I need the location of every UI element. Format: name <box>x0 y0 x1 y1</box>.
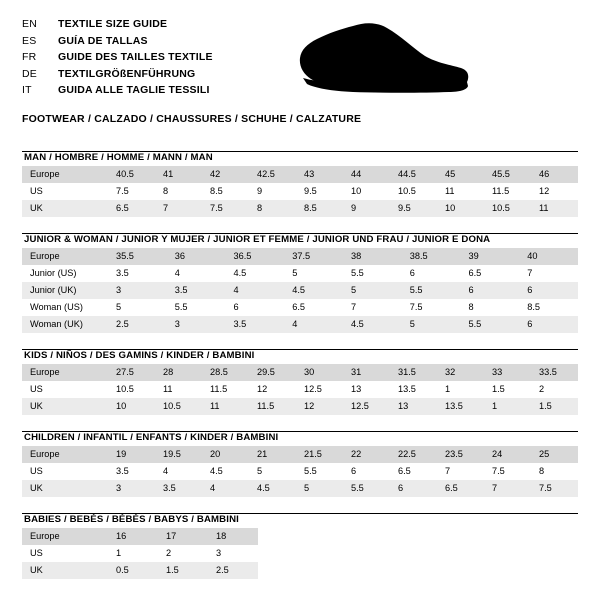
cell: 4 <box>163 466 169 476</box>
cell: 16 <box>108 528 158 545</box>
shoe-illustration <box>213 16 578 94</box>
language-code: ES <box>22 34 37 47</box>
cell: 40 <box>519 248 578 265</box>
cell: 7 <box>351 302 357 312</box>
cell: 13.5 <box>398 384 416 394</box>
cell: 3 <box>216 548 222 558</box>
language-code: FR <box>22 51 37 63</box>
cell: 11 <box>531 200 578 217</box>
cell: 1.5 <box>531 398 578 415</box>
cell: 46 <box>531 166 578 183</box>
cell: 10.5 <box>484 200 531 217</box>
row-label: Woman (US) <box>30 302 83 312</box>
document-header <box>22 16 578 99</box>
cell: 13 <box>351 384 362 394</box>
cell: 45 <box>437 166 484 183</box>
cell: 13.5 <box>437 398 484 415</box>
cell: 41 <box>155 166 202 183</box>
cell: 5 <box>257 466 263 476</box>
language-title: TEXTILE SIZE GUIDE <box>58 18 168 30</box>
cell: 0.5 <box>108 562 158 579</box>
cell: 4.5 <box>249 480 296 497</box>
language-row <box>22 33 213 50</box>
cell: 8 <box>163 186 169 196</box>
cell: 32 <box>437 364 484 381</box>
table-row <box>22 364 578 381</box>
cell: 3.5 <box>116 466 129 476</box>
cell: 17 <box>158 528 208 545</box>
cell: 7.5 <box>116 186 129 196</box>
table-title: JUNIOR & WOMAN / JUNIOR Y MUJER / JUNIOR ET FEMME / JUNIOR UND FRAU / JUNIOR E DONA <box>24 233 491 245</box>
row-label: Europe <box>22 528 108 545</box>
cell: 37.5 <box>284 248 343 265</box>
size-table-kids <box>22 349 578 415</box>
cell: 19 <box>108 446 155 463</box>
table-row <box>22 545 258 562</box>
size-table-man <box>22 151 578 217</box>
cell: 8.5 <box>527 302 541 312</box>
cell: 8.5 <box>296 200 343 217</box>
table-title: CHILDREN / INFANTIL / ENFANTS / KINDER / BAMBINI <box>24 431 279 443</box>
cell: 7.5 <box>409 302 423 312</box>
language-title: TEXTILGRÖßENFÜHRUNG <box>58 67 196 80</box>
size-table-babies <box>22 513 578 579</box>
cell: 6.5 <box>108 200 155 217</box>
table <box>22 248 578 333</box>
cell: 10.5 <box>398 186 416 196</box>
cell: 22 <box>343 446 390 463</box>
row-label: Europe <box>22 364 108 381</box>
cell: 6 <box>519 282 578 299</box>
cell: 2.5 <box>108 316 167 333</box>
cell: 7 <box>155 200 202 217</box>
cell: 3.5 <box>116 268 129 278</box>
cell: 7 <box>527 268 533 278</box>
cell: 4.5 <box>210 466 223 476</box>
cell: 2 <box>539 384 545 394</box>
cell: 5 <box>116 302 122 312</box>
cell: 6 <box>519 316 578 333</box>
cell: 4 <box>284 316 343 333</box>
cell: 11.5 <box>492 186 510 196</box>
table-row <box>22 166 578 183</box>
cell: 42 <box>202 166 249 183</box>
row-label: US <box>30 186 43 196</box>
language-code: IT <box>22 84 32 96</box>
table-row <box>22 299 578 316</box>
cell: 3.5 <box>155 480 202 497</box>
cell: 1.5 <box>492 384 505 394</box>
cell: 3 <box>167 316 226 333</box>
cell: 45.5 <box>484 166 531 183</box>
cell: 5.5 <box>304 466 317 476</box>
row-label: UK <box>22 398 108 415</box>
row-label: US <box>30 548 43 558</box>
cell: 5.5 <box>402 282 461 299</box>
row-label: Europe <box>22 446 108 463</box>
cell: 3.5 <box>226 316 285 333</box>
cell: 7 <box>445 466 451 476</box>
table <box>22 166 578 217</box>
cell: 8 <box>249 200 296 217</box>
cell: 33.5 <box>531 364 578 381</box>
cell: 7 <box>484 480 531 497</box>
cell: 29.5 <box>249 364 296 381</box>
row-label: Europe <box>22 166 108 183</box>
cell: 9.5 <box>304 186 317 196</box>
table <box>22 364 578 415</box>
cell: 4 <box>226 282 285 299</box>
table-row <box>22 248 578 265</box>
table-row <box>22 282 578 299</box>
cell: 6 <box>233 302 239 312</box>
cell: 2 <box>166 548 172 558</box>
cell: 25 <box>531 446 578 463</box>
cell: 5 <box>402 316 461 333</box>
language-title: GUÍA DE TALLAS <box>58 34 148 47</box>
cell: 22.5 <box>390 446 437 463</box>
cell: 8 <box>468 302 474 312</box>
cell: 10 <box>437 200 484 217</box>
cell: 6 <box>390 480 437 497</box>
table-row <box>22 463 578 480</box>
cell: 5 <box>296 480 343 497</box>
cell: 6 <box>461 282 520 299</box>
cell: 4 <box>202 480 249 497</box>
table-row <box>22 446 578 463</box>
cell: 5.5 <box>461 316 520 333</box>
cell: 27.5 <box>108 364 155 381</box>
cell: 9 <box>257 186 263 196</box>
cell: 23.5 <box>437 446 484 463</box>
cell: 11.5 <box>249 398 296 415</box>
table-row <box>22 562 258 579</box>
cell: 9.5 <box>390 200 437 217</box>
table-title: BABIES / BEBÉS / BÉBÉS / BABYS / BAMBINI <box>24 513 239 525</box>
cell: 5.5 <box>174 302 188 312</box>
table-row <box>22 480 578 497</box>
cell: 13 <box>390 398 437 415</box>
cell: 36 <box>167 248 226 265</box>
cell: 40.5 <box>108 166 155 183</box>
table <box>22 528 258 579</box>
row-label: Woman (UK) <box>22 316 108 333</box>
table-row <box>22 381 578 398</box>
cell: 10.5 <box>155 398 202 415</box>
cell: 44 <box>343 166 390 183</box>
table-title: KIDS / NIÑOS / DES GAMINS / KINDER / BAMBINI <box>24 349 255 361</box>
language-row <box>22 66 213 83</box>
table-row <box>22 265 578 282</box>
cell: 5.5 <box>351 268 364 278</box>
cell: 42.5 <box>249 166 296 183</box>
row-label: Junior (US) <box>30 268 77 278</box>
cell: 38.5 <box>402 248 461 265</box>
cell: 6 <box>409 268 415 278</box>
language-title: GUIDE DES TAILLES TEXTILE <box>58 51 213 63</box>
cell: 9 <box>343 200 390 217</box>
row-label: UK <box>22 562 108 579</box>
cell: 6.5 <box>292 302 306 312</box>
table-row <box>22 528 258 545</box>
cell: 31 <box>343 364 390 381</box>
cell: 4 <box>174 268 180 278</box>
cell: 7.5 <box>202 200 249 217</box>
cell: 4.5 <box>233 268 247 278</box>
cell: 1 <box>484 398 531 415</box>
cell: 1.5 <box>158 562 208 579</box>
cell: 12.5 <box>343 398 390 415</box>
cell: 12.5 <box>304 384 322 394</box>
size-table-junior-woman <box>22 233 578 333</box>
cell: 3.5 <box>167 282 226 299</box>
cell: 36.5 <box>226 248 285 265</box>
cell: 1 <box>116 548 122 558</box>
cell: 21 <box>249 446 296 463</box>
cell: 5 <box>343 282 402 299</box>
row-label: Europe <box>22 248 108 265</box>
cell: 8 <box>539 466 545 476</box>
cell: 30 <box>296 364 343 381</box>
table-row <box>22 316 578 333</box>
category-title: FOOTWEAR / CALZADO / CHAUSSURES / SCHUHE / CALZATURE <box>22 112 362 125</box>
cell: 3 <box>108 282 167 299</box>
language-row <box>22 16 213 33</box>
cell: 5.5 <box>343 480 390 497</box>
row-label: US <box>30 466 43 476</box>
cell: 18 <box>208 528 258 545</box>
cell: 35.5 <box>108 248 167 265</box>
cell: 6.5 <box>437 480 484 497</box>
language-titles <box>22 16 213 99</box>
language-row <box>22 49 213 66</box>
cell: 12 <box>296 398 343 415</box>
table-title: MAN / HOMBRE / HOMME / MANN / MAN <box>24 151 213 163</box>
cell: 43 <box>296 166 343 183</box>
cell: 10.5 <box>116 384 134 394</box>
cell: 11 <box>445 186 455 196</box>
cell: 7.5 <box>492 466 505 476</box>
cell: 11 <box>202 398 249 415</box>
cell: 4.5 <box>284 282 343 299</box>
row-label: US <box>30 384 43 394</box>
cell: 21.5 <box>296 446 343 463</box>
table-row <box>22 183 578 200</box>
cell: 3 <box>108 480 155 497</box>
cell: 4.5 <box>343 316 402 333</box>
cell: 5 <box>292 268 298 278</box>
language-code: DE <box>22 67 37 80</box>
cell: 33 <box>484 364 531 381</box>
table-row <box>22 200 578 217</box>
row-label: UK <box>22 480 108 497</box>
language-code: EN <box>22 18 37 30</box>
row-label: UK <box>22 200 108 217</box>
cell: 6 <box>351 466 357 476</box>
cell: 12 <box>539 186 550 196</box>
language-title: GUIDA ALLE TAGLIE TESSILI <box>58 84 210 96</box>
cell: 1 <box>445 384 451 394</box>
cell: 19.5 <box>155 446 202 463</box>
row-label: Junior (UK) <box>22 282 108 299</box>
cell: 11.5 <box>210 384 228 394</box>
table <box>22 446 578 497</box>
size-table-children <box>22 431 578 497</box>
cell: 38 <box>343 248 402 265</box>
cell: 28 <box>155 364 202 381</box>
cell: 44.5 <box>390 166 437 183</box>
cell: 6.5 <box>398 466 411 476</box>
cell: 8.5 <box>210 186 223 196</box>
language-row <box>22 82 213 99</box>
cell: 31.5 <box>390 364 437 381</box>
cell: 28.5 <box>202 364 249 381</box>
cell: 7.5 <box>531 480 578 497</box>
cell: 24 <box>484 446 531 463</box>
cell: 11 <box>163 384 173 394</box>
cell: 12 <box>257 384 268 394</box>
cell: 2.5 <box>208 562 258 579</box>
cell: 10 <box>108 398 155 415</box>
dress-shoe-icon <box>291 20 469 94</box>
cell: 39 <box>461 248 520 265</box>
table-row <box>22 398 578 415</box>
cell: 20 <box>202 446 249 463</box>
cell: 6.5 <box>468 268 482 278</box>
cell: 10 <box>351 186 362 196</box>
